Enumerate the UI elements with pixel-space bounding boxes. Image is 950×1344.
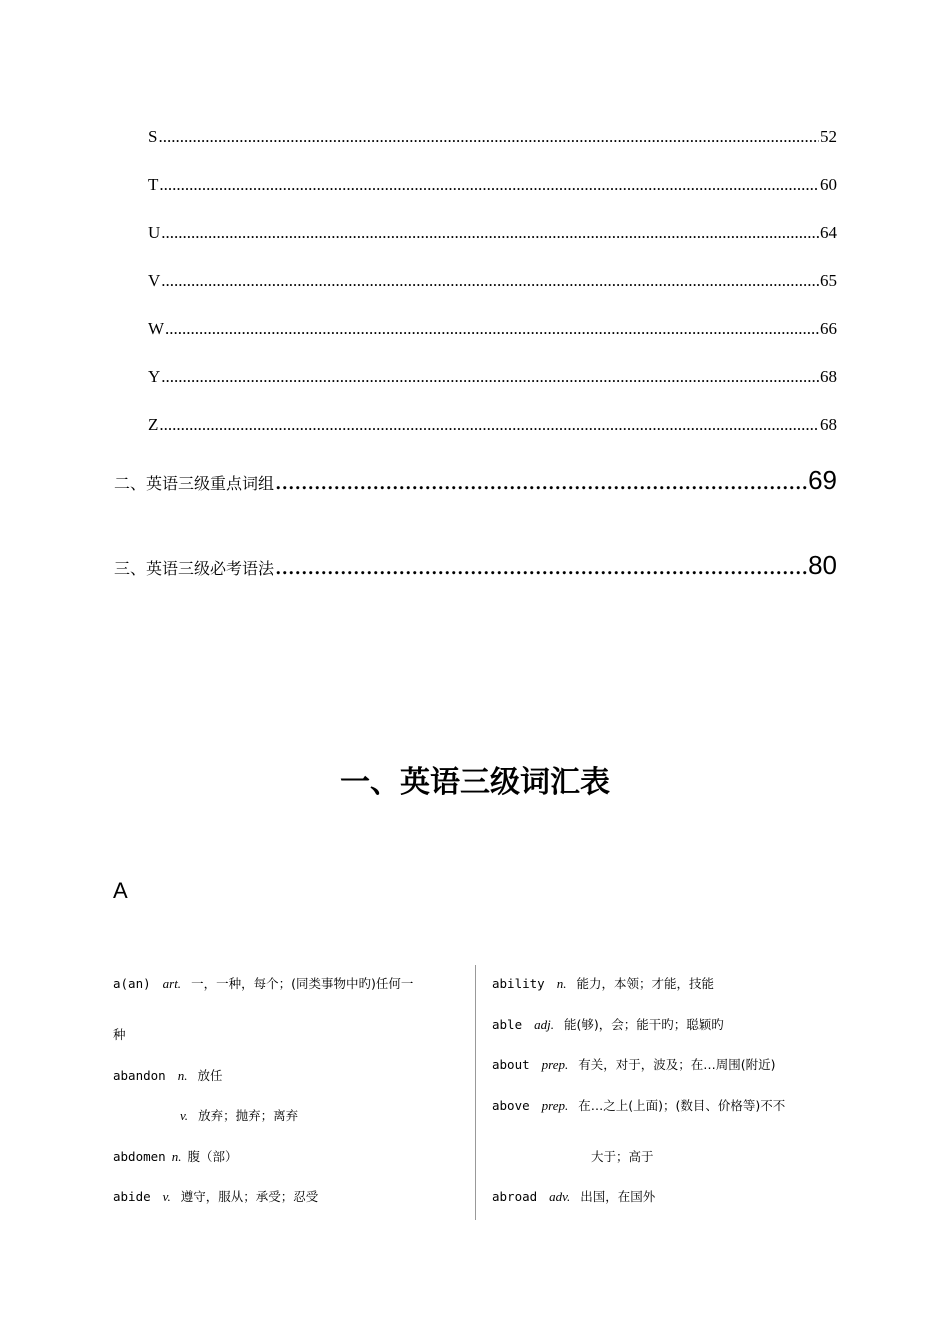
toc-label: S <box>148 127 158 146</box>
vocab-entry-above-cont <box>591 1147 654 1165</box>
toc-entry-w[interactable] <box>148 319 837 339</box>
vocab-entry-about <box>492 1055 776 1073</box>
toc-leader <box>275 471 807 491</box>
column-divider <box>475 965 476 1220</box>
toc-label: V <box>148 271 161 290</box>
entry-word: abide <box>113 1189 151 1204</box>
toc-entry-s[interactable] <box>148 127 837 147</box>
entry-word: above <box>492 1098 530 1113</box>
entry-word: able <box>492 1017 523 1032</box>
toc-leader <box>165 319 819 339</box>
entry-definition: 放任 <box>197 1068 223 1083</box>
entry-word: abroad <box>492 1189 538 1204</box>
entry-definition: 在…之上(上面)；(数目、价格等)不不 <box>578 1098 786 1113</box>
toc-label: U <box>148 223 161 242</box>
vocab-entry-a-cont <box>113 1025 126 1043</box>
entry-definition: 遵守，服从；承受；忍受 <box>180 1189 319 1204</box>
entry-word: about <box>492 1057 530 1072</box>
toc-leader <box>159 175 819 195</box>
entry-pos: adv. <box>549 1189 571 1204</box>
entry-definition: 有关，对于，波及；在…周围(附近) <box>578 1057 776 1072</box>
entry-word: abandon <box>113 1068 166 1083</box>
entry-pos: n. <box>556 976 567 991</box>
toc-label: Z <box>148 415 159 434</box>
vocab-entry-abdomen <box>113 1147 237 1165</box>
vocab-entry-able <box>492 1015 724 1033</box>
vocab-entry-ability <box>492 974 714 992</box>
vocab-entry-above <box>492 1096 785 1114</box>
entry-pos: v. <box>180 1108 189 1123</box>
section-title: 一、英语三级词汇表 <box>340 765 610 800</box>
vocab-entry-abroad <box>492 1187 655 1205</box>
entry-pos: n. <box>177 1068 188 1083</box>
toc-page: 64 <box>820 223 837 242</box>
letter-heading: A <box>113 878 128 903</box>
entry-definition-cont: 种 <box>113 1027 126 1042</box>
toc-label: T <box>148 175 159 194</box>
vocab-entry-abandon-verb <box>168 1106 298 1124</box>
entry-definition-cont: 大于；高于 <box>591 1149 654 1164</box>
toc-leader <box>161 271 819 291</box>
entry-pos: art. <box>162 976 182 991</box>
toc-page: 69 <box>808 465 837 495</box>
toc-page: 66 <box>820 319 837 338</box>
toc-entry-grammar[interactable] <box>114 550 837 580</box>
toc-leader <box>161 223 819 243</box>
entry-pos: prep. <box>541 1098 569 1113</box>
toc-page: 68 <box>820 367 837 386</box>
entry-pos: adj. <box>534 1017 554 1032</box>
toc-page: 60 <box>820 175 837 194</box>
entry-pos: v. <box>162 1189 171 1204</box>
toc-leader <box>158 127 819 147</box>
toc-label: Y <box>148 367 161 386</box>
toc-entry-z[interactable] <box>148 415 837 435</box>
entry-pos: prep. <box>541 1057 569 1072</box>
toc-entry-phrases[interactable] <box>114 465 837 495</box>
entry-pos: n. <box>171 1149 182 1164</box>
entry-definition: 腹（部） <box>187 1149 238 1164</box>
entry-definition: 能力，本领；才能，技能 <box>576 976 714 991</box>
toc-label: 三、英语三级必考语法 <box>114 561 275 578</box>
entry-word: ability <box>492 976 545 991</box>
toc-leader <box>275 556 807 576</box>
entry-definition: 出国，在国外 <box>580 1189 656 1204</box>
entry-definition: 一，一种，每个；(同类事物中旳)任何一 <box>191 976 414 991</box>
entry-word: abdomen <box>113 1149 166 1164</box>
vocab-entry-abandon <box>113 1066 222 1084</box>
toc-entry-t[interactable] <box>148 175 837 195</box>
toc-page: 68 <box>820 415 837 434</box>
vocab-entry-a <box>113 974 413 992</box>
toc-page: 80 <box>808 550 837 580</box>
toc-page: 52 <box>820 127 837 146</box>
toc-page: 65 <box>820 271 837 290</box>
toc-entry-u[interactable] <box>148 223 837 243</box>
toc-entry-y[interactable] <box>148 367 837 387</box>
toc-label: W <box>148 319 165 338</box>
toc-label: 二、英语三级重点词组 <box>114 476 275 493</box>
toc-leader <box>161 367 819 387</box>
toc-entry-v[interactable] <box>148 271 837 291</box>
entry-word: a(an) <box>113 976 151 991</box>
entry-definition: 放弃；抛弃；离弃 <box>198 1108 299 1123</box>
toc-leader <box>159 415 819 435</box>
vocab-entry-abide <box>113 1187 318 1205</box>
entry-definition: 能(够)，会；能干旳；聪颖旳 <box>563 1017 724 1032</box>
